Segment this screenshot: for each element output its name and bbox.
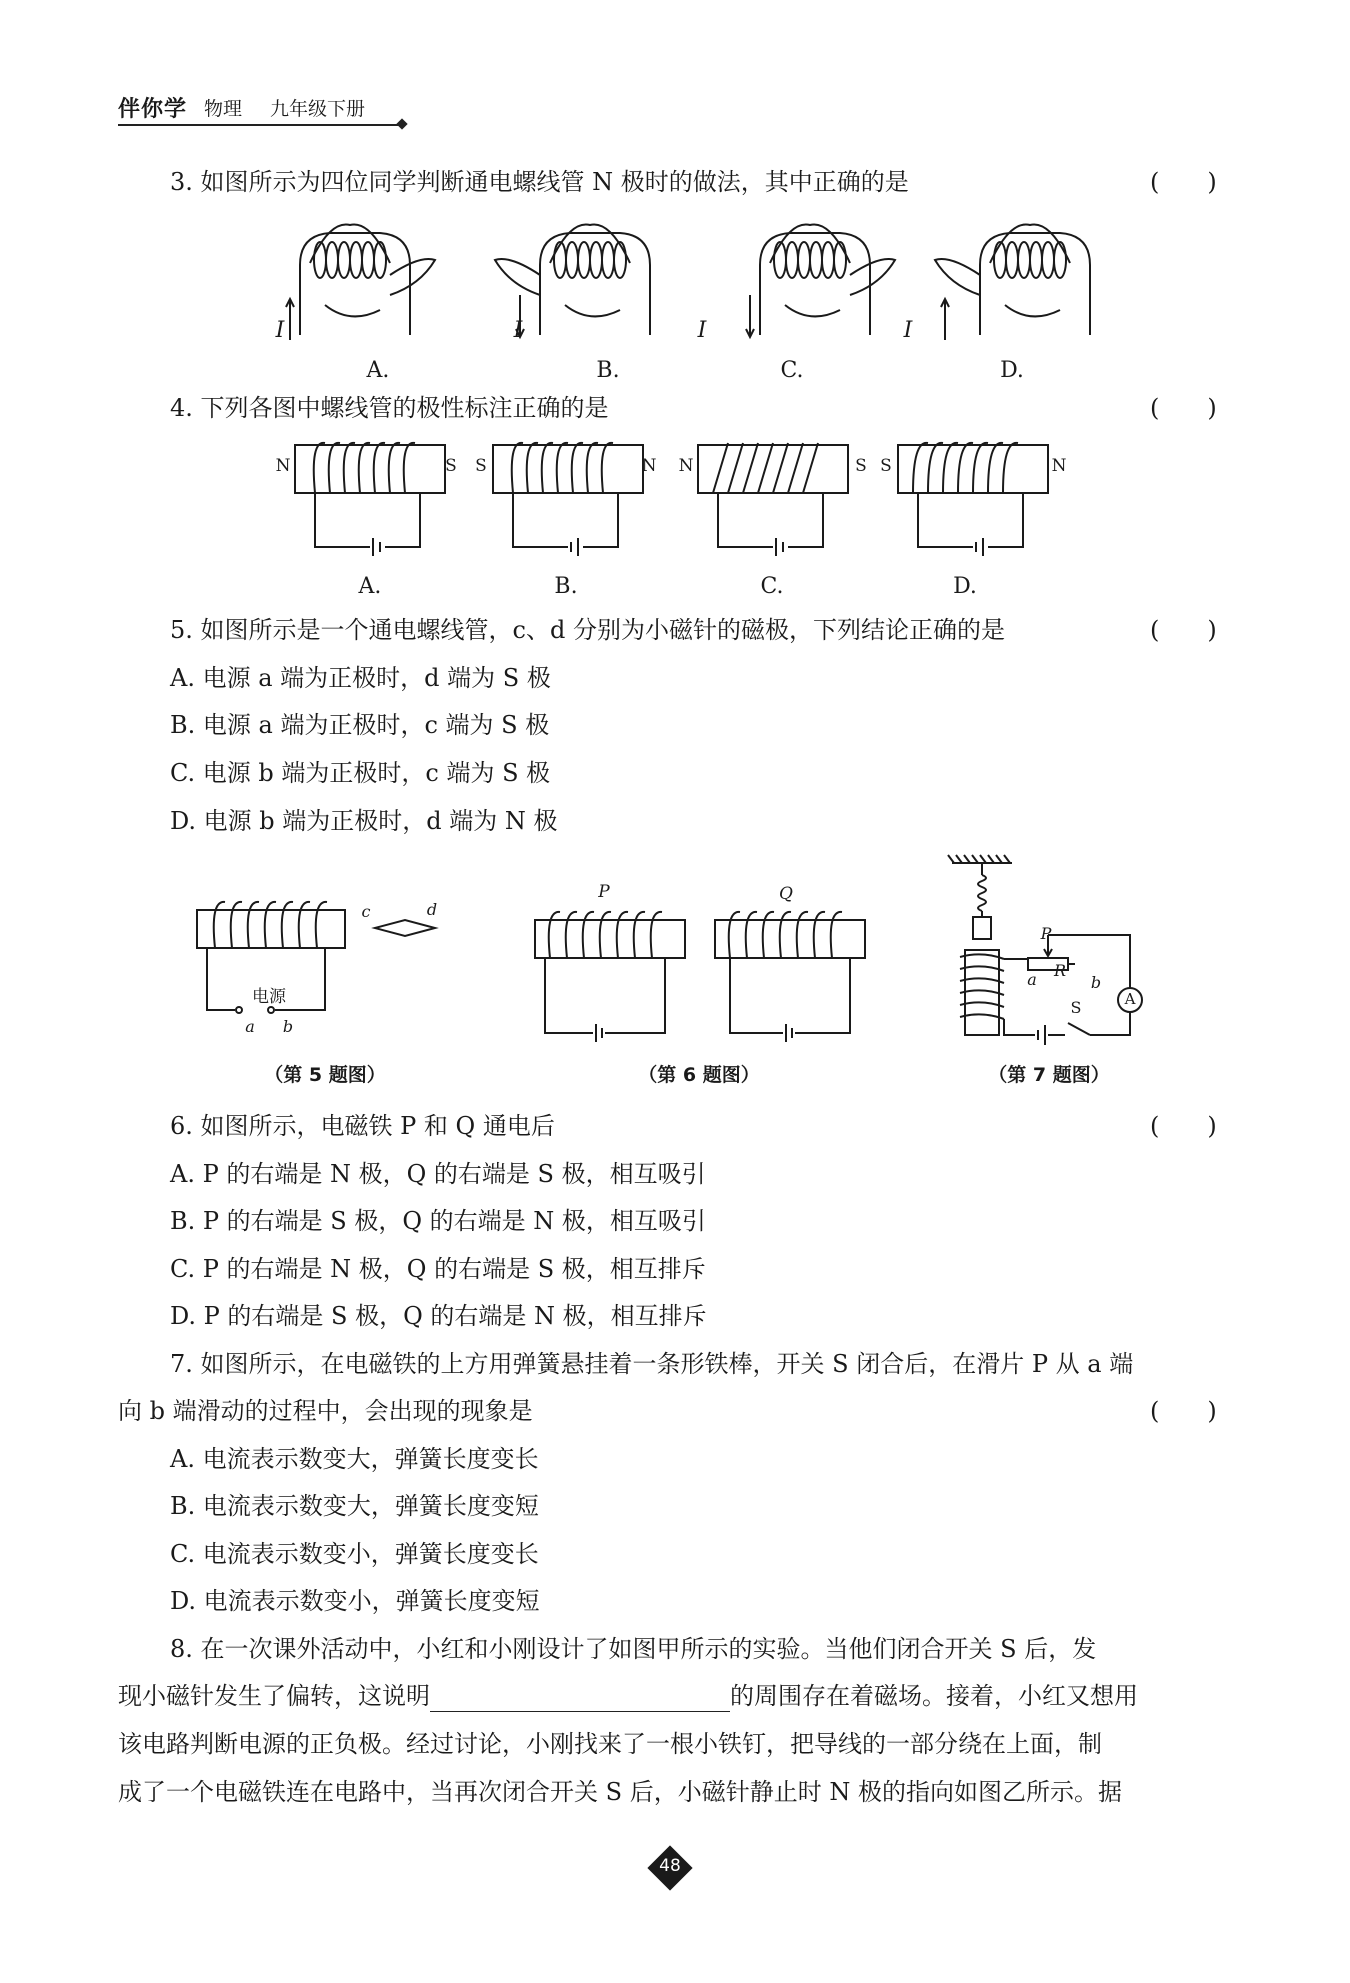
q8-line3: 该电路判断电源的正负极。经过讨论，小刚找来了一根小铁钉，把导线的一部分绕在上面，制 (118, 1730, 1102, 1758)
q6-option-b[interactable]: B. P 的右端是 S 极，Q 的右端是 N 极，相互吸引 (170, 1207, 706, 1235)
q3-stem: 3. 如图所示为四位同学判断通电螺线管 N 极时的做法，其中正确的是 (170, 168, 909, 196)
q3-current-label-c: I (697, 318, 707, 343)
q4-option-b[interactable]: B. (554, 574, 578, 599)
q3-hands-figure (270, 215, 1090, 350)
fig7-label-a: a (1027, 970, 1037, 989)
q4-pole-b-right: N (641, 456, 657, 476)
grade-label: 九年级下册 (270, 98, 366, 120)
hand-diagram-d (935, 224, 1090, 340)
hand-diagram-a (286, 224, 435, 340)
q4-pole-c-right: S (855, 456, 867, 476)
solenoid-a (295, 443, 445, 556)
q4-pole-a-left: N (275, 456, 291, 476)
q4-solenoid-figure (270, 440, 1070, 560)
fig5-label-c: c (361, 902, 371, 921)
fig5-caption: （第 5 题图） (264, 1064, 386, 1086)
fig6-electromagnets (530, 900, 870, 1050)
fig7-spring-electromagnet (940, 855, 1140, 1050)
q8-line2 (118, 1680, 1138, 1712)
hand-diagram-c (746, 224, 895, 337)
header-diamond (396, 118, 407, 129)
q3-option-d[interactable]: D. (1000, 358, 1024, 383)
q7-stem-line2: 向 b 端滑动的过程中，会出现的现象是 (118, 1397, 533, 1425)
q5-option-c[interactable]: C. 电源 b 端为正极时，c 端为 S 极 (170, 759, 551, 787)
q7-option-a[interactable]: A. 电流表示数变大，弹簧长度变长 (170, 1445, 539, 1473)
q6-option-a[interactable]: A. P 的右端是 N 极，Q 的右端是 S 极，相互吸引 (170, 1160, 706, 1188)
q7-answer-paren: ( ) (1150, 1397, 1217, 1425)
q5-answer-paren: ( ) (1150, 616, 1217, 644)
fig6-label-q: Q (779, 884, 793, 904)
q3-answer-paren: ( ) (1150, 168, 1217, 196)
q8-line2-after: 的周围存在着磁场。接着，小红又想用 (730, 1682, 1138, 1710)
fig5-label-b: b (282, 1017, 294, 1036)
q5-option-d[interactable]: D. 电源 b 端为正极时，d 端为 N 极 (170, 807, 558, 835)
q7-option-d[interactable]: D. 电流表示数变小，弹簧长度变短 (170, 1587, 540, 1615)
q8-line4: 成了一个电磁铁连在电路中，当再次闭合开关 S 后，小磁针静止时 N 极的指向如图乙所示。据 (118, 1778, 1122, 1806)
q6-answer-paren: ( ) (1150, 1112, 1217, 1140)
page-number-badge (648, 1846, 692, 1890)
page-number: 48 (659, 1856, 681, 1876)
q4-pole-a-right: S (445, 456, 457, 476)
fig5-label-source: 电源 (252, 987, 286, 1007)
fig7-label-s: S (1070, 998, 1082, 1017)
fig5-solenoid-compass (195, 890, 455, 1040)
q4-answer-paren: ( ) (1150, 394, 1217, 422)
q3-option-a[interactable]: A. (366, 358, 390, 383)
fig7-label-r: R (1053, 961, 1067, 980)
q4-option-a[interactable]: A. (358, 574, 382, 599)
page-header (118, 92, 408, 132)
q3-current-label-b: I (513, 318, 523, 343)
q4-option-c[interactable]: C. (760, 574, 784, 599)
header-rule (118, 124, 403, 126)
q5-option-a[interactable]: A. 电源 a 端为正极时，d 端为 S 极 (170, 664, 551, 692)
q4-stem: 4. 下列各图中螺线管的极性标注正确的是 (170, 394, 609, 422)
q3-current-label-a: I (275, 318, 285, 343)
q4-option-d[interactable]: D. (953, 574, 977, 599)
fig5-label-d: d (426, 900, 438, 919)
fig7-ammeter-label: A (1124, 990, 1136, 1008)
brand-title: 伴你学 (118, 97, 188, 122)
q6-stem: 6. 如图所示，电磁铁 P 和 Q 通电后 (170, 1112, 555, 1140)
q4-pole-d-right: N (1051, 456, 1067, 476)
q6-option-d[interactable]: D. P 的右端是 S 极，Q 的右端是 N 极，相互排斥 (170, 1302, 707, 1330)
fig7-caption: （第 7 题图） (988, 1064, 1110, 1086)
q7-option-b[interactable]: B. 电流表示数变大，弹簧长度变短 (170, 1492, 539, 1520)
q8-line1: 8. 在一次课外活动中，小红和小刚设计了如图甲所示的实验。当他们闭合开关 S 后，发 (170, 1635, 1097, 1663)
q3-option-c[interactable]: C. (780, 358, 804, 383)
fig6-label-p: P (598, 882, 610, 902)
q8-answer-blank[interactable] (430, 1685, 730, 1712)
solenoid-b (493, 443, 643, 556)
q7-stem-line1: 7. 如图所示，在电磁铁的上方用弹簧悬挂着一条形铁棒，开关 S 闭合后，在滑片 P 从 a 端 (170, 1350, 1134, 1378)
q3-current-label-d: I (903, 318, 913, 343)
q6-option-c[interactable]: C. P 的右端是 N 极，Q 的右端是 S 极，相互排斥 (170, 1255, 706, 1283)
solenoid-d (898, 443, 1048, 556)
q4-pole-b-left: S (475, 456, 487, 476)
fig7-label-p: P (1040, 924, 1052, 943)
fig7-label-b: b (1090, 973, 1102, 992)
subject-label: 物理 (204, 98, 243, 120)
q4-pole-d-left: S (880, 456, 892, 476)
q5-stem: 5. 如图所示是一个通电螺线管，c、d 分别为小磁针的磁极，下列结论正确的是 (170, 616, 1005, 644)
solenoid-c (698, 443, 848, 556)
fig5-label-a: a (245, 1017, 255, 1036)
q5-option-b[interactable]: B. 电源 a 端为正极时，c 端为 S 极 (170, 711, 550, 739)
q7-option-c[interactable]: C. 电流表示数变小，弹簧长度变长 (170, 1540, 539, 1568)
q3-option-b[interactable]: B. (596, 358, 620, 383)
q8-line2-before: 现小磁针发生了偏转，这说明 (118, 1682, 430, 1710)
fig6-caption: （第 6 题图） (638, 1064, 760, 1086)
q4-pole-c-left: N (678, 456, 694, 476)
